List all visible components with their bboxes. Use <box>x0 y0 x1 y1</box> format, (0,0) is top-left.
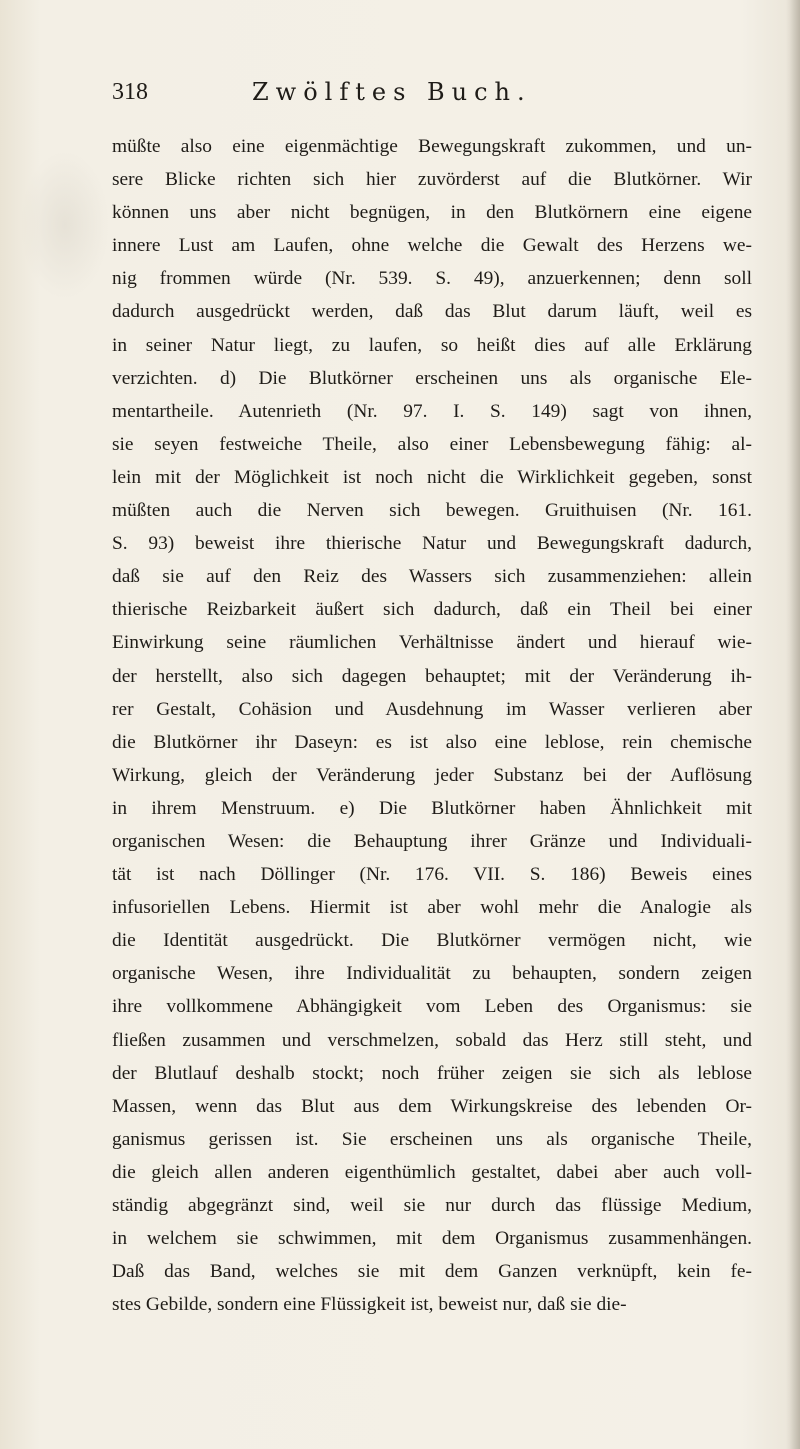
text-line: rer Gestalt, Cohäsion und Ausdehnung im Wasser verlieren aber <box>112 698 752 720</box>
page-edge-shadow <box>786 0 800 1449</box>
text-line: in seiner Natur liegt, zu laufen, so heißt dies auf alle Erklärung <box>112 334 752 356</box>
text-line: müßten auch die Nerven sich bewegen. Gruithuisen (Nr. 161. <box>112 500 752 522</box>
text-line: ihre vollkommene Abhängigkeit vom Leben des Organismus: sie <box>112 996 752 1018</box>
text-line: S. 93) beweist ihre thierische Natur und Bewegungskraft dadurch, <box>112 533 752 555</box>
text-line: die Identität ausgedrückt. Die Blutkörner vermögen nicht, wie <box>112 930 752 952</box>
text-line: können uns aber nicht begnügen, in den Blutkörnern eine eigene <box>112 202 752 224</box>
text-line: die gleich allen anderen eigenthümlich gestaltet, dabei aber auch voll- <box>112 1161 752 1183</box>
text-line: dadurch ausgedrückt werden, daß das Blut darum läuft, weil es <box>112 301 752 323</box>
text-line: der Blutlauf deshalb stockt; noch früher zeigen sie sich als leblose <box>112 1062 752 1084</box>
text-line: organischen Wesen: die Behauptung ihrer Gränze und Individuali- <box>112 830 752 852</box>
ink-bleed-stain <box>20 150 110 300</box>
text-line: lein mit der Möglichkeit ist noch nicht die Wirklichkeit gegeben, sonst <box>112 466 752 488</box>
page-header <box>104 74 754 110</box>
text-line: ständig abgegränzt sind, weil sie nur durch das flüssige Medium, <box>112 1195 752 1216</box>
text-line: innere Lust am Laufen, ohne welche die Gewalt des Herzens we- <box>112 235 752 257</box>
text-line: verzichten. d) Die Blutkörner erscheinen uns als organische Ele- <box>112 367 752 389</box>
text-line: Wirkung, gleich der Veränderung jeder Substanz bei der Auflösung <box>112 764 752 786</box>
text-line: sie seyen festweiche Theile, also einer Lebensbewegung fähig: al- <box>112 433 752 455</box>
text-line: die Blutkörner ihr Daseyn: es ist also eine leblose, rein chemische <box>112 731 752 753</box>
text-line: Massen, wenn das Blut aus dem Wirkungskreise des lebenden Or- <box>112 1095 752 1117</box>
text-line: der herstellt, also sich dagegen behauptet; mit der Veränderung ih- <box>112 665 752 687</box>
running-title: Zwölftes Buch. <box>252 78 532 106</box>
text-line: sere Blicke richten sich hier zuvörderst auf die Blutkörner. Wir <box>112 169 752 191</box>
text-line: infusoriellen Lebens. Hiermit ist aber wohl mehr die Analogie als <box>112 897 752 919</box>
text-line: in welchem sie schwimmen, mit dem Organismus zusammenhängen. <box>112 1228 752 1250</box>
text-line: organische Wesen, ihre Individualität zu behaupten, sondern zeigen <box>112 963 752 985</box>
text-line: mentartheile. Autenrieth (Nr. 97. I. S. 149) sagt von ihnen, <box>112 400 752 422</box>
page-number: 318 <box>112 79 148 105</box>
text-line: müßte also eine eigenmächtige Bewegungskraft zukommen, und un- <box>112 136 752 157</box>
text-line: nig frommen würde (Nr. 539. S. 49), anzuerkennen; denn soll <box>112 268 752 290</box>
text-line: Einwirkung seine räumlichen Verhältnisse ändert und hierauf wie- <box>112 632 752 654</box>
text-line: tät ist nach Döllinger (Nr. 176. VII. S. 186) Beweis eines <box>112 864 752 886</box>
text-line: stes Gebilde, sondern eine Flüssigkeit ist, beweist nur, daß sie die- <box>112 1294 627 1316</box>
text-line: Daß das Band, welches sie mit dem Ganzen verknüpft, kein fe- <box>112 1261 752 1283</box>
text-line: ganismus gerissen ist. Sie erscheinen uns als organische Theile, <box>112 1128 752 1150</box>
text-line: fließen zusammen und verschmelzen, sobald das Herz still steht, und <box>112 1029 752 1051</box>
text-line: daß sie auf den Reiz des Wassers sich zusammenziehen: allein <box>112 566 752 588</box>
text-line: thierische Reizbarkeit äußert sich dadurch, daß ein Theil bei einer <box>112 599 752 621</box>
text-line: in ihrem Menstruum. e) Die Blutkörner haben Ähnlichkeit mit <box>112 797 752 819</box>
body-text <box>112 130 752 1321</box>
